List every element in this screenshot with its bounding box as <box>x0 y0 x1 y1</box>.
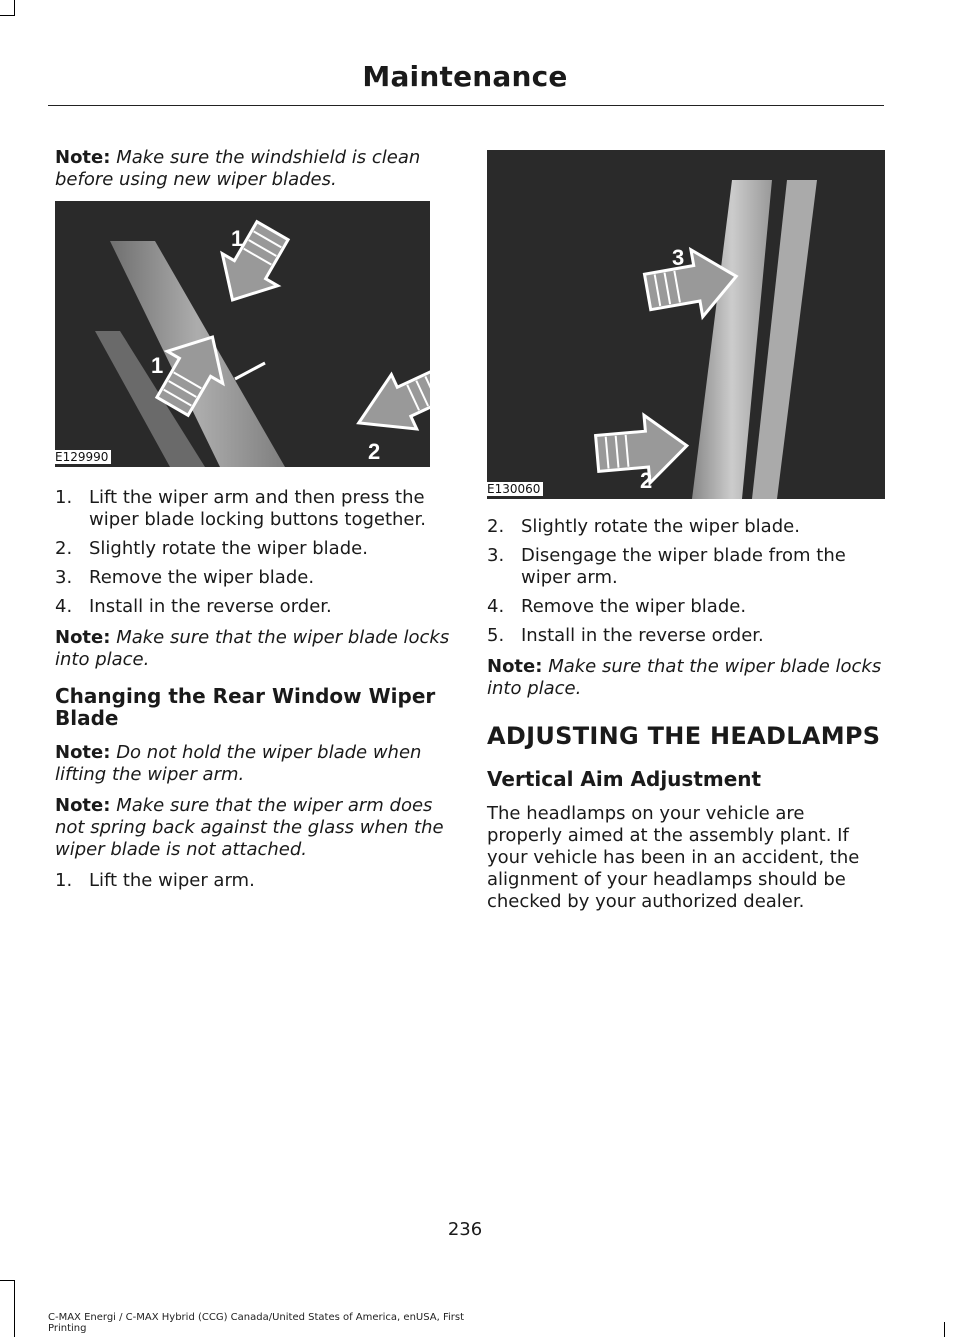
crop-mark <box>14 1280 15 1337</box>
figure-wiper-rear <box>487 150 885 499</box>
steps-list-rear-cont <box>487 516 885 647</box>
note-label: Note: <box>487 656 543 677</box>
step-number: 5. <box>487 625 505 646</box>
callout-label: 1 <box>151 353 164 378</box>
step-number: 3. <box>487 545 505 566</box>
note-blade-locks <box>55 627 453 671</box>
step-text: Slightly rotate the wiper blade. <box>521 516 800 537</box>
right-column <box>487 150 885 922</box>
step-number: 1. <box>55 487 73 508</box>
list-item <box>55 870 453 892</box>
step-text: Lift the wiper arm and then press the wiper blade locking buttons together. <box>89 487 426 530</box>
paragraph-headlamps: The headlamps on your vehicle are properly aimed at the assembly plant. If your vehicle has been in an accident, the alignment of your headlamps should be checked by your authorized dealer. <box>487 803 860 912</box>
note-text: Make sure the windshield is clean before using new wiper blades. <box>55 147 421 190</box>
list-item <box>487 545 885 589</box>
note-lifting <box>55 742 453 786</box>
step-number: 2. <box>487 516 505 537</box>
page-number: 236 <box>447 1219 483 1240</box>
step-number: 2. <box>55 538 73 559</box>
note-text: Do not hold the wiper blade when lifting the wiper arm. <box>55 742 422 785</box>
step-text: Slightly rotate the wiper blade. <box>89 538 368 559</box>
list-item <box>55 596 453 618</box>
figure-wiper-front <box>55 201 430 467</box>
steps-list-rear <box>55 870 453 892</box>
note-spring-back <box>55 795 453 861</box>
wiper-front-illustration <box>55 201 430 467</box>
list-item <box>487 596 885 618</box>
step-number: 4. <box>487 596 505 617</box>
callout-label: 2 <box>368 439 381 464</box>
list-item <box>55 487 453 531</box>
header-divider <box>48 105 884 106</box>
crop-mark <box>14 0 15 16</box>
list-item <box>55 567 453 589</box>
steps-list-front <box>55 487 453 618</box>
step-text: Install in the reverse order. <box>521 625 764 646</box>
callout-label: 1 <box>231 226 244 251</box>
crop-mark <box>0 15 15 16</box>
note-text: Make sure that the wiper blade locks into place. <box>487 656 882 699</box>
note-blade-locks-rear <box>487 656 885 700</box>
page-title: Maintenance <box>362 60 568 93</box>
list-item <box>487 516 885 538</box>
note-text: Make sure that the wiper arm does not spring back against the glass when the wiper blade is not attached. <box>55 795 444 860</box>
step-text: Remove the wiper blade. <box>521 596 747 617</box>
crop-mark <box>944 1322 945 1337</box>
figure-code: E130060 <box>487 482 543 496</box>
callout-label: 2 <box>640 468 653 493</box>
list-item <box>55 538 453 560</box>
crop-mark <box>0 1280 15 1281</box>
footer-text: C-MAX Energi / C-MAX Hybrid (CCG) Canada/United States of America, enUSA, First Printing <box>48 1312 464 1334</box>
step-number: 4. <box>55 596 73 617</box>
wiper-rear-illustration <box>487 150 885 499</box>
left-column <box>55 147 453 901</box>
note-label: Note: <box>55 742 111 763</box>
note-text: Make sure that the wiper blade locks into place. <box>55 627 450 670</box>
sub-heading-vertical-aim: Vertical Aim Adjustment <box>487 767 762 791</box>
section-heading-headlamps: ADJUSTING THE HEADLAMPS <box>487 722 881 750</box>
section-heading-rear-wiper: Changing the Rear Window Wiper Blade <box>55 684 436 730</box>
step-text: Disengage the wiper blade from the wiper arm. <box>521 545 846 588</box>
step-text: Remove the wiper blade. <box>89 567 315 588</box>
list-item <box>487 625 885 647</box>
callout-label: 3 <box>672 245 685 270</box>
note-label: Note: <box>55 795 111 816</box>
step-text: Install in the reverse order. <box>89 596 332 617</box>
step-number: 3. <box>55 567 73 588</box>
step-text: Lift the wiper arm. <box>89 870 255 891</box>
note-label: Note: <box>55 147 111 168</box>
step-number: 1. <box>55 870 73 891</box>
figure-code: E129990 <box>55 450 111 464</box>
note-windshield <box>55 147 453 191</box>
note-label: Note: <box>55 627 111 648</box>
